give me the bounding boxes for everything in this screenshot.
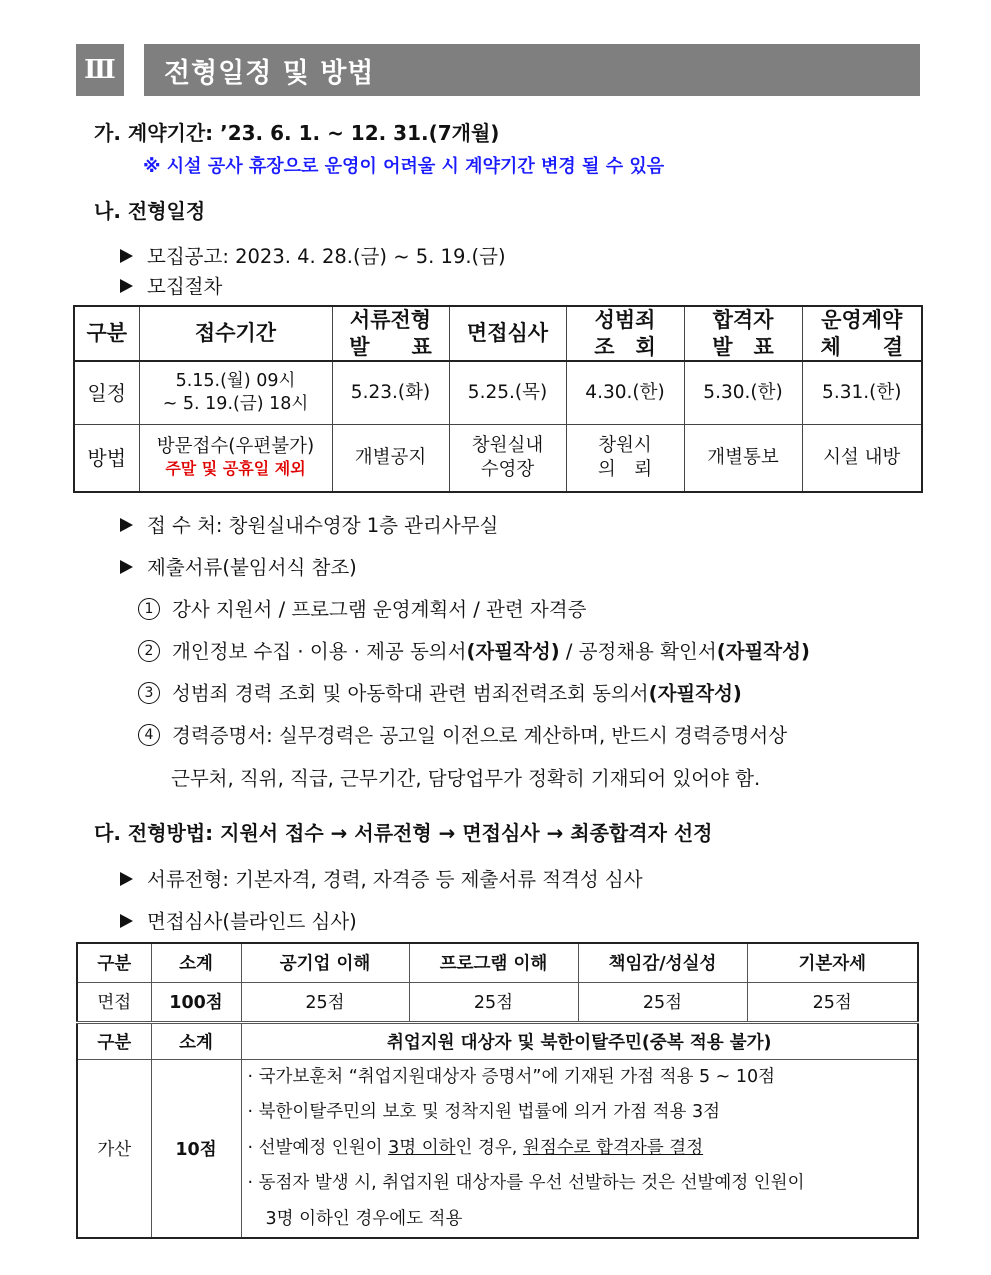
document-text: 경력증명서: 실무경력은 공고일 이전으로 계산하며, 반드시 경력증명서상 [172, 724, 788, 747]
table-cell: 5.30.(한) [684, 361, 802, 424]
header-cell: 취업지원 대상자 및 북한이탈주민(중복 적용 불가) [241, 1022, 918, 1059]
reception-text: 접 수 처: 창원실내수영장 1층 관리사무실 [147, 514, 499, 537]
schedule-table-header-row [74, 306, 922, 361]
document-text: 성범죄 경력 조회 및 아동학대 관련 범죄전력조회 동의서 [172, 682, 649, 705]
subtotal-cell: 100점 [151, 982, 241, 1022]
document-item-4-cont: 근무처, 직위, 직급, 근무기간, 담당업무가 정확히 기재되어 있어야 함. [171, 767, 761, 790]
method-heading: 다. 전형방법: 지원서 접수 → 서류전형 → 면접심사 → 최종합격자 선정 [94, 821, 713, 845]
table-cell: 창원실내 수영장 [449, 424, 566, 492]
announcement-text: 모집공고: 2023. 4. 28.(금) ~ 5. 19.(금) [147, 245, 506, 268]
bonus-note-4-cont: 3명 이하인 경우에도 적용 [265, 1208, 463, 1229]
note-text: · 선발예정 인원이 [247, 1137, 389, 1158]
score-cell: 25점 [578, 982, 747, 1022]
method-red-note: 주말 및 공휴일 제외 [165, 459, 306, 479]
triangle-bullet-icon [120, 560, 133, 574]
bonus-notes [241, 1059, 918, 1238]
document-text: 강사 지원서 / 프로그램 운영계획서 / 관련 자격증 [172, 598, 587, 621]
reception-bullet [120, 510, 498, 538]
table-cell: 5.31.(한) [802, 361, 922, 424]
table-cell: 창원시 의 뢰 [566, 424, 684, 492]
table-cell: 5.15.(월) 09시 ~ 5. 19.(금) 18시 [139, 361, 332, 424]
circled-number: 3 [138, 682, 160, 704]
interview-label: 면접심사(블라인드 심사) [147, 910, 357, 933]
triangle-bullet-icon [120, 249, 133, 263]
schedule-row [74, 361, 922, 424]
triangle-bullet-icon [120, 518, 133, 532]
table-cell: 4.30.(한) [566, 361, 684, 424]
header-cell: 소계 [151, 1022, 241, 1059]
table-cell: 시설 내방 [802, 424, 922, 492]
procedure-bullet [120, 271, 222, 299]
table-cell: 개별통보 [684, 424, 802, 492]
header-cell: 서류전형 발 표 [332, 306, 449, 361]
header-cell: 소계 [151, 943, 241, 982]
header-cell: 프로그램 이해 [409, 943, 578, 982]
note-text: 인 경우, [455, 1137, 523, 1158]
document-item-4 [138, 720, 787, 748]
circled-number: 4 [138, 724, 160, 746]
interview-row [77, 982, 918, 1022]
triangle-bullet-icon [120, 872, 133, 886]
schedule-table [73, 305, 923, 493]
handwritten-note: (자필작성) [466, 640, 560, 663]
schedule-heading: 나. 전형일정 [94, 199, 206, 223]
table-cell: 개별공지 [332, 424, 449, 492]
note-underlined: 3명 이하 [388, 1137, 456, 1158]
header-cell: 구분 [77, 1022, 151, 1059]
header-cell: 공기업 이해 [241, 943, 409, 982]
header-cell: 구분 [74, 306, 139, 361]
method-row [74, 424, 922, 492]
interview-bullet [120, 906, 357, 934]
table-cell: 5.23.(화) [332, 361, 449, 424]
triangle-bullet-icon [120, 914, 133, 928]
document-item-1 [138, 594, 586, 622]
bonus-note-3 [248, 1131, 918, 1167]
table-cell [139, 424, 332, 492]
score-cell: 25점 [241, 982, 409, 1022]
header-cell: 기본자세 [747, 943, 918, 982]
score-cell: 25점 [747, 982, 918, 1022]
bonus-note-4: · 동점자 발생 시, 취업지원 대상자를 우선 선발하는 것은 선발예정 인원이 [247, 1173, 805, 1193]
subtotal-cell: 10점 [151, 1059, 241, 1238]
contract-note: ※ 시설 공사 휴장으로 운영이 어려울 시 계약기간 변경 될 수 있음 [143, 156, 665, 177]
announcement-bullet [120, 241, 506, 269]
doc-screening-text: 서류전형: 기본자격, 경력, 자격증 등 제출서류 적격성 심사 [147, 868, 643, 891]
note-underlined: 원점수로 합격자를 결정 [522, 1137, 704, 1158]
document-item-3 [138, 678, 742, 706]
header-cell: 운영계약 체 결 [802, 306, 922, 361]
document-item-2 [138, 636, 810, 664]
header-cell: 구분 [77, 943, 151, 982]
method-text: 방문접수(우편불가) [156, 436, 315, 458]
header-cell: 면접심사 [449, 306, 566, 361]
header-cell: 책임감/성실성 [578, 943, 747, 982]
triangle-bullet-icon [120, 279, 133, 293]
score-cell: 25점 [409, 982, 578, 1022]
procedure-label: 모집절차 [147, 275, 223, 298]
scoring-header-row [77, 943, 918, 982]
documents-label: 제출서류(붙임서식 참조) [147, 556, 357, 579]
row-label: 가산 [77, 1059, 151, 1238]
bonus-note-1: · 국가보훈처 “취업지원대상자 증명서”에 기재된 가점 적용 5 ~ 10점 [247, 1066, 776, 1087]
header-cell: 합격자 발 표 [684, 306, 802, 361]
table-cell: 5.25.(목) [449, 361, 566, 424]
bonus-header-row [77, 1022, 918, 1059]
row-label: 일정 [74, 361, 139, 424]
document-text: 개인정보 수집 · 이용 · 제공 동의서 [172, 640, 467, 663]
bonus-row [77, 1059, 918, 1238]
contract-heading: 가. 계약기간: ’23. 6. 1. ~ 12. 31.(7개월) [94, 121, 500, 145]
header-cell: 성범죄 조 회 [566, 306, 684, 361]
row-label: 방법 [74, 424, 139, 492]
section-title: 전형일정 및 방법 [144, 44, 920, 96]
handwritten-note: (자필작성) [648, 682, 742, 705]
header-cell: 접수기간 [139, 306, 332, 361]
circled-number: 1 [138, 598, 160, 620]
documents-bullet [120, 552, 357, 580]
bonus-note-2: · 북한이탈주민의 보호 및 정착지원 법률에 의거 가점 적용 3점 [247, 1102, 720, 1122]
handwritten-note: (자필작성) [716, 640, 810, 663]
scoring-table [76, 942, 919, 1239]
document-text: / 공정채용 확인서 [559, 640, 717, 663]
row-label: 면접 [77, 982, 151, 1022]
circled-number: 2 [138, 640, 160, 662]
section-number: Ⅲ [76, 44, 124, 96]
doc-screening-bullet [120, 864, 643, 892]
